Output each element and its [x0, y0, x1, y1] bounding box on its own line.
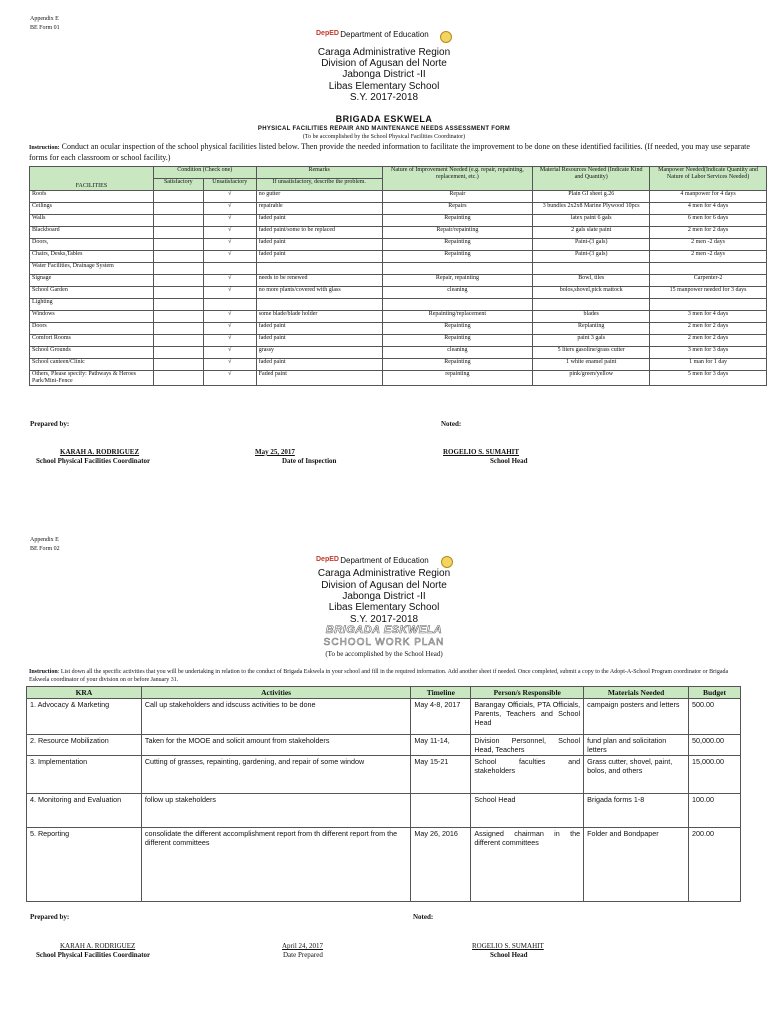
- cell-remarks: faded paint: [256, 323, 382, 335]
- region-1: Caraga Administrative Region: [317, 47, 451, 58]
- cell-materials: Grass cutter, shovel, paint, bolos, and others: [584, 756, 689, 794]
- cell-kra: 3. Implementation: [27, 756, 142, 794]
- school-name-2: Libas Elementary School: [328, 602, 440, 613]
- cell-facility: Ceilings: [30, 203, 154, 215]
- cell-activities: Cutting of grasses, repainting, gardening, and repair of some window: [141, 756, 411, 794]
- cell-facility: Signage: [30, 275, 154, 287]
- cell-facility: Comfort Rooms: [30, 335, 154, 347]
- cell-nature: Repainting: [382, 215, 533, 227]
- cell-unsat: √: [203, 359, 256, 371]
- preparer-role-1: School Physical Facilities Coordinator: [36, 457, 151, 465]
- cell-nature: Repairs: [382, 203, 533, 215]
- instruction-1: [29, 142, 767, 163]
- preparer-role-2: School Physical Facilities Coordinator: [36, 951, 151, 959]
- col-facilities: FACILITIES: [30, 167, 154, 191]
- preparer-name-1: KARAH A. RODRIGUEZ: [60, 448, 140, 456]
- cell-nature: Repainting: [382, 359, 533, 371]
- cell-facility: Doors,: [30, 239, 154, 251]
- cell-sat: [153, 263, 203, 275]
- cell-facility: Roofs: [30, 191, 154, 203]
- cell-unsat: √: [203, 323, 256, 335]
- cell-remarks: no more plants/covered with glass: [256, 287, 382, 299]
- cell-nature: Repainting: [382, 251, 533, 263]
- table-row: [27, 735, 741, 756]
- table-row: [27, 794, 741, 828]
- cell-remarks: faded paint: [256, 251, 382, 263]
- table-row: [30, 215, 767, 227]
- col-remarks-sub: If unsatisfactory, describe the problem.: [256, 179, 382, 191]
- cell-unsat: √: [203, 335, 256, 347]
- cell-unsat: √: [203, 227, 256, 239]
- cell-material: Paint-(3 gals): [533, 239, 650, 251]
- table-row: [30, 299, 767, 311]
- cell-remarks: grassy: [256, 347, 382, 359]
- prepared-date-label: Date Prepared: [283, 951, 323, 959]
- cell-material: latex paint 6 gals: [533, 215, 650, 227]
- form-title-1: BRIGADA ESKWELA: [335, 114, 433, 124]
- table-row: [30, 239, 767, 251]
- cell-activities: Taken for the MOOE and solicit amount from stakeholders: [141, 735, 411, 756]
- cell-remarks: no gutter: [256, 191, 382, 203]
- cell-unsat: √: [203, 287, 256, 299]
- deped-header-1: [316, 30, 429, 39]
- cell-activities: follow up stakeholders: [141, 794, 411, 828]
- cell-nature: Repair: [382, 191, 533, 203]
- cell-sat: [153, 311, 203, 323]
- instruction-text-2: : List down all the specific activities that you will be undertaking in relation to the conduct of Brigada Eskwela in your school and fill in the required information. Add another sheet if needed. Once completed, submit a copy to the Adopt-A-School Program coordinator or Brigada Eskwela coordinator of your division on or before January 31.: [29, 669, 729, 683]
- form-subtitle-2: SCHOOL WORK PLAN: [323, 637, 445, 648]
- head-role-2: School Head: [490, 951, 528, 959]
- cell-manpower: 2 men for 2 days: [650, 323, 767, 335]
- cell-remarks: faded paint: [256, 335, 382, 347]
- col-timeline: Timeline: [411, 687, 471, 699]
- cell-unsat: √: [203, 215, 256, 227]
- cell-sat: [153, 227, 203, 239]
- cell-manpower: 2 men -2 days: [650, 239, 767, 251]
- table-row: [30, 191, 767, 203]
- cell-unsat: √: [203, 239, 256, 251]
- cell-facility: Lighting: [30, 299, 154, 311]
- cell-material: Bowl, tiles: [533, 275, 650, 287]
- cell-facility: Chairs, Desks,Tables: [30, 251, 154, 263]
- cell-material: pink/green/yellow: [533, 371, 650, 386]
- cell-kra: 4. Monitoring and Evaluation: [27, 794, 142, 828]
- cell-sat: [153, 371, 203, 386]
- cell-materials: Brigada forms 1-8: [584, 794, 689, 828]
- cell-nature: Repainting: [382, 239, 533, 251]
- form-number-2: BE Form 02: [30, 546, 60, 552]
- head-name-1: ROGELIO S. SUMAHIT: [443, 448, 520, 456]
- cell-budget: 100.00: [689, 794, 741, 828]
- prepared-by-label-1: Prepared by:: [30, 420, 70, 428]
- district-1: Jabonga District -II: [342, 69, 426, 80]
- cell-budget: 50,000.00: [689, 735, 741, 756]
- cell-budget: 15,000.00: [689, 756, 741, 794]
- cell-remarks: [256, 263, 382, 275]
- cell-kra: 5. Reporting: [27, 828, 142, 902]
- cell-material: blades: [533, 311, 650, 323]
- cell-material: [533, 263, 650, 275]
- cell-persons: Assigned chairman in the different committees: [471, 828, 584, 902]
- form-subtitle-1: PHYSICAL FACILITIES REPAIR AND MAINTENANCE NEEDS ASSESSMENT FORM: [257, 126, 511, 132]
- table-row: [30, 287, 767, 299]
- cell-unsat: [203, 263, 256, 275]
- table-row: [30, 251, 767, 263]
- cell-material: Replanting: [533, 323, 650, 335]
- table-row: [27, 699, 741, 735]
- preparer-name-2: KARAH A. RODRIGUEZ: [60, 942, 136, 950]
- col-material: Material Resources Needed (Indicate Kind and Quantity): [533, 167, 650, 191]
- cell-timeline: May 4-8, 2017: [411, 699, 471, 735]
- table-row: [27, 756, 741, 794]
- cell-facility: School canteen/Clinic: [30, 359, 154, 371]
- cell-unsat: √: [203, 191, 256, 203]
- cell-facility: Blackboard: [30, 227, 154, 239]
- cell-manpower: 4 manpower for 4 days: [650, 191, 767, 203]
- division-1: Division of Agusan del Norte: [321, 58, 447, 69]
- deped-logo-icon-2: DepED: [316, 556, 339, 564]
- table-row: [30, 359, 767, 371]
- cell-unsat: √: [203, 347, 256, 359]
- cell-sat: [153, 191, 203, 203]
- col-persons: Person/s Responsible: [471, 687, 584, 699]
- cell-remarks: needs to be renewed: [256, 275, 382, 287]
- cell-unsat: √: [203, 311, 256, 323]
- cell-remarks: Faded paint: [256, 371, 382, 386]
- cell-nature: Repainting/replacement: [382, 311, 533, 323]
- cell-persons: Division Personnel, School Head, Teachers: [471, 735, 584, 756]
- cell-manpower: 2 men for 2 days: [650, 227, 767, 239]
- cell-manpower: [650, 263, 767, 275]
- table-row: [30, 371, 767, 386]
- cell-manpower: 5 men for 3 days: [650, 371, 767, 386]
- cell-facility: Walls: [30, 215, 154, 227]
- cell-remarks: faded paint: [256, 239, 382, 251]
- cell-sat: [153, 287, 203, 299]
- cell-budget: 200.00: [689, 828, 741, 902]
- cell-unsat: [203, 299, 256, 311]
- district-2: Jabonga District -II: [342, 591, 426, 602]
- cell-sat: [153, 359, 203, 371]
- cell-kra: 1. Advocacy & Marketing: [27, 699, 142, 735]
- cell-remarks: faded paint: [256, 215, 382, 227]
- cell-material: Plain GI sheet g.26: [533, 191, 650, 203]
- cell-sat: [153, 347, 203, 359]
- head-role-1: School Head: [490, 457, 528, 465]
- cell-nature: Repainting: [382, 323, 533, 335]
- cell-material: bolos,shovel,pick mattock: [533, 287, 650, 299]
- instruction-2: [29, 668, 741, 684]
- col-materials: Materials Needed: [584, 687, 689, 699]
- col-unsatisfactory: Unsatisfactory: [203, 179, 256, 191]
- table-row: [30, 335, 767, 347]
- prepared-date: April 24, 2017: [282, 942, 324, 950]
- deped-seal-icon: [440, 31, 452, 43]
- cell-nature: [382, 263, 533, 275]
- table-row: [30, 263, 767, 275]
- cell-material: paint 3 gals: [533, 335, 650, 347]
- cell-kra: 2. Resource Mobilization: [27, 735, 142, 756]
- cell-nature: cleaning: [382, 347, 533, 359]
- table-row: [30, 347, 767, 359]
- cell-persons: School faculties and stakeholders: [471, 756, 584, 794]
- cell-persons: Barangay Officials, PTA Officials, Parents, Teachers and School Head: [471, 699, 584, 735]
- cell-timeline: May 15-21: [411, 756, 471, 794]
- accomplish-note-2: (To be accomplished by the School Head): [325, 650, 443, 658]
- cell-activities: Call up stakeholders and idscuss activities to be done: [141, 699, 411, 735]
- cell-budget: 500.00: [689, 699, 741, 735]
- cell-manpower: 1 man for 1 day: [650, 359, 767, 371]
- accomplish-note-1: (To be accomplished by the School Physical Facilities Coordinator): [302, 134, 466, 140]
- col-activities: Activities: [141, 687, 411, 699]
- work-plan-table: [26, 686, 741, 902]
- cell-remarks: [256, 299, 382, 311]
- cell-sat: [153, 239, 203, 251]
- cell-manpower: [650, 299, 767, 311]
- cell-sat: [153, 323, 203, 335]
- cell-unsat: √: [203, 275, 256, 287]
- head-name-2: ROGELIO S. SUMAHIT: [472, 942, 544, 950]
- instruction-label-2: Instruction: [29, 669, 58, 675]
- col-kra: KRA: [27, 687, 142, 699]
- cell-material: Paint-(3 gals): [533, 251, 650, 263]
- cell-timeline: [411, 794, 471, 828]
- cell-facility: Water Facilities, Drainage System: [30, 263, 154, 275]
- cell-materials: Folder and Bondpaper: [584, 828, 689, 902]
- noted-label-2: Noted:: [413, 913, 434, 921]
- region-2: Caraga Administrative Region: [317, 568, 451, 579]
- col-condition: Condition (Check one): [153, 167, 256, 179]
- cell-manpower: 15 manpower needed for 3 days: [650, 287, 767, 299]
- cell-sat: [153, 203, 203, 215]
- assessment-table: [29, 166, 767, 386]
- cell-manpower: 2 men -2 days: [650, 251, 767, 263]
- prepared-by-label-2: Prepared by:: [30, 913, 70, 921]
- cell-facility: Windows: [30, 311, 154, 323]
- cell-manpower: 3 men for 3 days: [650, 347, 767, 359]
- school-year-1: S.Y. 2017-2018: [349, 92, 419, 103]
- table-row: [30, 323, 767, 335]
- deped-label-1: Department of Education: [340, 30, 429, 39]
- cell-manpower: Carpenter-2: [650, 275, 767, 287]
- cell-remarks: faded paint: [256, 359, 382, 371]
- cell-material: 2 gals slate paint: [533, 227, 650, 239]
- form-title-2: BRIGADA ESKWELA: [325, 624, 443, 636]
- noted-label-1: Noted:: [441, 420, 462, 428]
- cell-remarks: some blade/blade holder: [256, 311, 382, 323]
- cell-nature: [382, 299, 533, 311]
- appendix-label-1: Appendix E: [30, 16, 59, 22]
- division-2: Division of Agusan del Norte: [321, 580, 447, 591]
- cell-sat: [153, 215, 203, 227]
- cell-sat: [153, 251, 203, 263]
- cell-nature: repainting: [382, 371, 533, 386]
- cell-manpower: 6 men for 6 days: [650, 215, 767, 227]
- table-row: [30, 227, 767, 239]
- cell-timeline: May 26, 2016: [411, 828, 471, 902]
- table-row: [30, 275, 767, 287]
- col-budget: Budget: [689, 687, 741, 699]
- cell-persons: School Head: [471, 794, 584, 828]
- cell-unsat: √: [203, 371, 256, 386]
- cell-unsat: √: [203, 251, 256, 263]
- cell-facility: Others, Please specify: Pathways & Heroes Park/Mini-Fence: [30, 371, 154, 386]
- col-satisfactory: Satisfactory: [153, 179, 203, 191]
- cell-sat: [153, 299, 203, 311]
- col-manpower: Manpower Needed(Indicate Quantity and Nature of Labor Services Needed): [650, 167, 767, 191]
- table-row: [30, 203, 767, 215]
- cell-sat: [153, 335, 203, 347]
- col-remarks: Remarks: [256, 167, 382, 179]
- instruction-label-1: Instruction:: [29, 145, 60, 151]
- table-row: [30, 311, 767, 323]
- deped-logo-icon: DepED: [316, 30, 339, 38]
- cell-materials: fund plan and solicitation letters: [584, 735, 689, 756]
- cell-facility: Doors: [30, 323, 154, 335]
- cell-material: 5 liters gasoline/grass cutter: [533, 347, 650, 359]
- inspection-date-label: Date of Inspection: [282, 457, 337, 465]
- instruction-text-1: Conduct an ocular inspection of the school physical facilities listed below. Then provide the needed information to facilitate the improvement to be done on these identified facilities. (If needed, you may use separate forms for each classroom or school facility.): [29, 142, 750, 162]
- cell-materials: campaign posters and letters: [584, 699, 689, 735]
- cell-manpower: 2 men for 2 days: [650, 335, 767, 347]
- cell-remarks: faded paint/some to be replaced: [256, 227, 382, 239]
- cell-activities: consolidate the different accomplishment report from th different report from the different committees: [141, 828, 411, 902]
- cell-manpower: 3 men for 4 days: [650, 311, 767, 323]
- col-nature: Nature of Improvement Needed (e.g. repair, repainting, replacement, etc.): [382, 167, 533, 191]
- deped-header-2: [316, 556, 429, 565]
- cell-manpower: 4 men for 4 days: [650, 203, 767, 215]
- school-name-1: Libas Elementary School: [328, 81, 440, 92]
- appendix-label-2: Appendix E: [30, 537, 59, 543]
- cell-facility: School Garden: [30, 287, 154, 299]
- inspection-date: May 25, 2017: [255, 448, 295, 456]
- cell-material: 3 bundles 2x2x8 Marine Plywood 10pcs: [533, 203, 650, 215]
- cell-nature: Repainting: [382, 335, 533, 347]
- school-year-2: S.Y. 2017-2018: [349, 614, 419, 625]
- cell-nature: Repair, repainting: [382, 275, 533, 287]
- cell-timeline: May 11-14,: [411, 735, 471, 756]
- cell-material: [533, 299, 650, 311]
- cell-facility: School Grounds: [30, 347, 154, 359]
- table-row: [27, 828, 741, 902]
- cell-nature: cleaning: [382, 287, 533, 299]
- form-number-1: BE Form 01: [30, 25, 60, 31]
- deped-label-2: Department of Education: [340, 556, 429, 565]
- deped-seal-icon-2: [441, 556, 453, 568]
- cell-nature: Repair/repainting: [382, 227, 533, 239]
- cell-remarks: repairable: [256, 203, 382, 215]
- cell-sat: [153, 275, 203, 287]
- cell-unsat: √: [203, 203, 256, 215]
- cell-material: 1 white enamel paint: [533, 359, 650, 371]
